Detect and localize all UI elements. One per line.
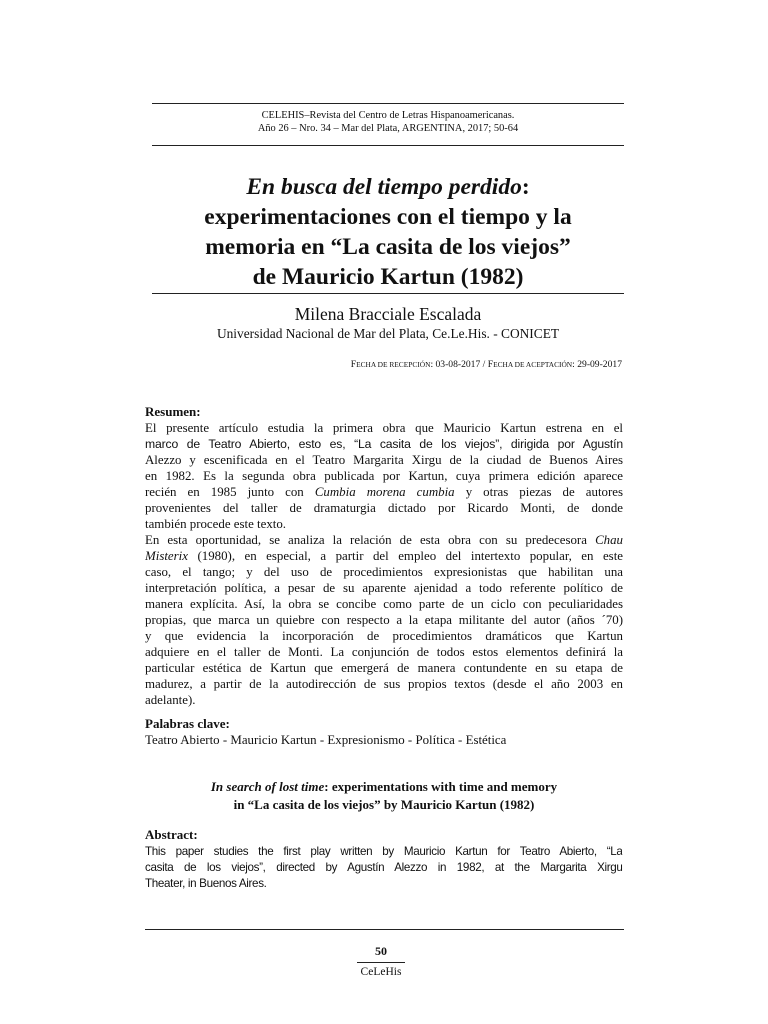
resumen-line: manera explícita. Así, la obra se concibe como parte de un ciclo con peculiaridades: [145, 597, 623, 611]
resumen-line: provenientes del taller de dramaturgia dictado por Ricardo Monti, de donde: [145, 501, 623, 515]
resumen-line: y que evidencia la incorporación de procedimientos dramáticos que Kartun: [145, 629, 623, 643]
english-title-line-2: in “La casita de los viejos” by Mauricio Kartun (1982): [233, 797, 535, 812]
play-title-italic: Misterix: [145, 549, 188, 563]
title-italic: En busca del tiempo perdido: [246, 174, 522, 200]
submission-dates: FECHA DE RECEPCIÓN: 03-08-2017 / FECHA DE ACEPTACIÓN: 29-09-2017: [350, 359, 622, 370]
resumen-line: marco de Teatro Abierto, esto es, “La casita de los viejos”, dirigida por Agustín: [145, 437, 623, 451]
resumen-line: madurez, a partir de la autodirección de sus propios textos (desde el año 2003 en: [145, 677, 623, 691]
journal-issue: Año 26 – Nro. 34 – Mar del Plata, ARGENTINA, 2017; 50-64: [257, 123, 519, 134]
play-title-italic: Chau: [595, 533, 623, 547]
header-rule-bottom: [152, 145, 624, 146]
author-affiliation: Universidad Nacional de Mar del Plata, Ce.Le.His. - CONICET: [216, 326, 560, 341]
resumen-line: adelante).: [145, 693, 196, 707]
resumen-line: recién en 1985 junto con Cumbia morena cumbia y otras piezas de autores: [145, 485, 623, 499]
abstract-line: This paper studies the first play written by Mauricio Kartun for Teatro Abierto, “La: [145, 844, 623, 858]
resumen-line: En esta oportunidad, se analiza la relación de esta obra con su predecesora Chau: [145, 533, 623, 547]
footer-rule: [145, 929, 624, 930]
journal-name: CELEHIS–Revista del Centro de Letras Hispanoamericanas.: [261, 110, 515, 121]
resumen-line: adquiere en el taller de Monti. La conjunción de todos estos elementos definirá la: [145, 645, 623, 659]
title-line-1: En busca del tiempo perdido:: [246, 174, 530, 200]
title-line-4: de Mauricio Kartun (1982): [252, 264, 524, 290]
page-number: 50: [375, 944, 387, 958]
title-line-3: memoria en “La casita de los viejos”: [205, 234, 571, 260]
keywords: Teatro Abierto - Mauricio Kartun - Expresionismo - Política - Estética: [145, 733, 507, 747]
english-title: [145, 778, 623, 814]
author-name: Milena Bracciale Escalada: [294, 304, 482, 324]
article-title: [152, 172, 624, 292]
abstract-heading: Abstract:: [145, 827, 198, 842]
resumen-body: [145, 420, 623, 708]
resumen-line: El presente artículo estudia la primera obra que Mauricio Kartun estrena en el: [145, 421, 623, 435]
palabras-clave-heading: Palabras clave:: [145, 716, 230, 731]
abstract-line: casita de los viejos”, directed by Agustín Alezzo in 1982, at the Margarita Xirgu: [145, 860, 623, 874]
page-number-rule: [357, 962, 405, 963]
resumen-line: particular estética de Kartun que emergerá de manera contundente en su etapa de: [145, 661, 623, 675]
resumen-line: caso, el tango; y del uso de procedimientos expresionistas que habilitan una: [145, 565, 623, 579]
resumen-line: Misterix (1980), en especial, a partir del empleo del intertexto popular, en este: [145, 549, 623, 563]
footer-journal-name: CeLeHis: [360, 966, 402, 978]
resumen-line: Alezzo y escenificada en el Teatro Margarita Xirgu de la ciudad de Buenos Aires: [145, 453, 623, 467]
abstract-line: Theater, in Buenos Aires.: [145, 876, 267, 890]
palabras-clave-list: [145, 732, 623, 748]
resumen-line: en 1982. Es la segunda obra publicada por Kartun, cuya primera edición aparece: [145, 469, 623, 483]
resumen-line: propias, que marca un quiebre con respecto a la etapa militante del autor (años ´70): [145, 613, 623, 627]
play-title-italic: Cumbia morena cumbia: [314, 485, 455, 499]
resumen-heading: Resumen:: [145, 404, 201, 419]
resumen-line: también procede este texto.: [145, 517, 287, 531]
header-rule-top: [152, 103, 624, 104]
title-line-2: experimentaciones con el tiempo y la: [204, 204, 572, 230]
english-title-line-1: In search of lost time: experimentations with time and memory: [210, 779, 558, 794]
title-rule: [152, 293, 624, 294]
resumen-line: interpretación política, a pesar de su aparente ajenidad a todo referente político de: [145, 581, 623, 595]
abstract-body: [145, 843, 623, 891]
